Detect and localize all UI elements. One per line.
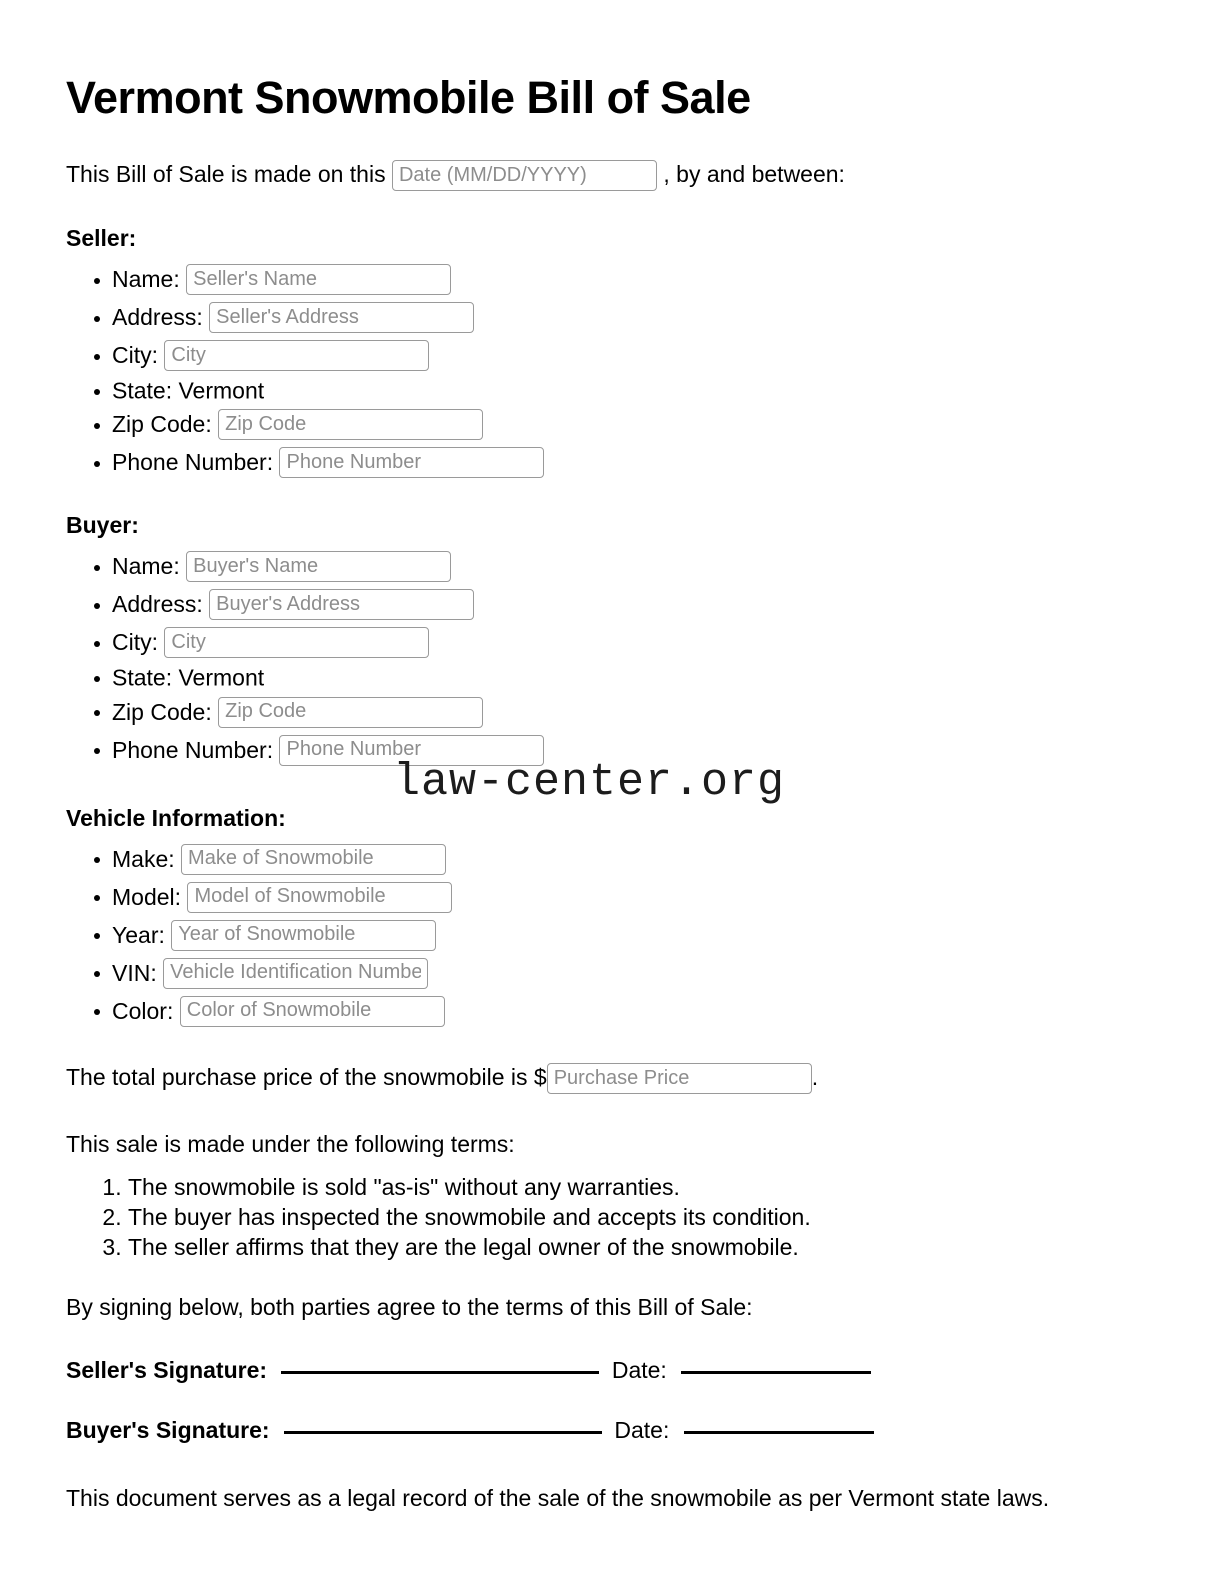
buyer-field-zip (112, 697, 1165, 728)
seller-date-line[interactable] (681, 1370, 871, 1374)
purchase-price-text-before: The total purchase price of the snowmobile is $ (66, 1063, 547, 1090)
buyer-date-line[interactable] (684, 1430, 874, 1434)
seller-field-city (112, 340, 1165, 371)
seller-phone-input[interactable] (279, 447, 544, 478)
buyer-field-city (112, 627, 1165, 658)
date-input[interactable] (392, 160, 657, 191)
buyer-field-state (112, 665, 1165, 689)
seller-name-input[interactable] (186, 264, 451, 295)
vehicle-vin-input[interactable] (163, 958, 428, 989)
vehicle-color-input[interactable] (180, 996, 445, 1027)
vehicle-model-input[interactable] (187, 882, 452, 913)
buyer-zip-input[interactable] (218, 697, 483, 728)
seller-field-name (112, 264, 1165, 295)
field-label: Make: (112, 845, 175, 872)
buyer-signature-line[interactable] (284, 1430, 602, 1434)
buyer-signature-row (66, 1417, 1165, 1444)
buyer-field-address (112, 589, 1165, 620)
seller-zip-input[interactable] (218, 409, 483, 440)
seller-signature-label: Seller's Signature: (66, 1356, 268, 1383)
intro-paragraph (66, 158, 1165, 191)
seller-signature-row (66, 1357, 1165, 1384)
buyer-state-value: State: Vermont (112, 664, 265, 691)
buyer-field-list (66, 551, 1165, 765)
vehicle-field-year (112, 920, 1165, 951)
seller-city-input[interactable] (164, 340, 429, 371)
vehicle-year-input[interactable] (171, 920, 436, 951)
seller-field-zip (112, 409, 1165, 440)
field-label: Zip Code: (112, 698, 212, 725)
purchase-price-paragraph (66, 1061, 1165, 1094)
closing-paragraph: This document serves as a legal record of the sale of the snowmobile as per Vermont state laws. (66, 1484, 1050, 1511)
terms-intro: This sale is made under the following terms: (66, 1131, 515, 1158)
field-label: Name: (112, 266, 180, 293)
buyer-field-phone (112, 735, 1165, 766)
vehicle-field-make (112, 844, 1165, 875)
seller-field-phone (112, 447, 1165, 478)
terms-list-item: 2. The buyer has inspected the snowmobile and accepts its condition. (128, 1203, 1165, 1231)
buyer-phone-input[interactable] (279, 735, 544, 766)
field-label: City: (112, 629, 158, 656)
seller-field-state (112, 378, 1165, 402)
buyer-heading: Buyer: (66, 512, 139, 539)
buyer-date-label: Date: (614, 1416, 670, 1443)
buyer-city-input[interactable] (164, 627, 429, 658)
watermark-law-center: law-center.org (393, 757, 786, 808)
seller-signature-line[interactable] (281, 1370, 599, 1374)
buyer-field-name (112, 551, 1165, 582)
vehicle-field-color (112, 996, 1165, 1027)
field-label: Name: (112, 553, 180, 580)
field-label: Address: (112, 304, 203, 331)
seller-field-address (112, 302, 1165, 333)
vehicle-field-vin (112, 958, 1165, 989)
terms-list-item: 3. The seller affirms that they are the legal owner of the snowmobile. (128, 1233, 1165, 1261)
field-label: Model: (112, 883, 182, 910)
signature-intro: By signing below, both parties agree to the terms of this Bill of Sale: (66, 1293, 753, 1320)
terms-list (66, 1173, 1165, 1261)
buyer-name-input[interactable] (186, 551, 451, 582)
intro-text-before: This Bill of Sale is made on this (66, 160, 386, 187)
field-label: Address: (112, 591, 203, 618)
purchase-price-text-after: . (811, 1063, 819, 1090)
seller-date-label: Date: (611, 1356, 667, 1383)
field-label: Color: (112, 997, 174, 1024)
field-label: Phone Number: (112, 736, 274, 763)
page-title: Vermont Snowmobile Bill of Sale (66, 72, 751, 123)
field-label: Zip Code: (112, 411, 212, 438)
buyer-address-input[interactable] (209, 589, 474, 620)
seller-field-list (66, 264, 1165, 478)
field-label: City: (112, 342, 158, 369)
terms-list-item: 1. The snowmobile is sold "as-is" without any warranties. (128, 1173, 1165, 1201)
field-label: Phone Number: (112, 449, 274, 476)
seller-state-value: State: Vermont (112, 377, 265, 404)
vehicle-field-model (112, 882, 1165, 913)
vehicle-information-heading: Vehicle Information: (66, 804, 286, 831)
intro-text-after: , by and between: (663, 160, 845, 187)
seller-address-input[interactable] (209, 302, 474, 333)
vehicle-field-list (66, 844, 1165, 1027)
field-label: Year: (112, 921, 165, 948)
seller-heading: Seller: (66, 225, 137, 252)
vehicle-make-input[interactable] (181, 844, 446, 875)
purchase-price-input[interactable] (547, 1063, 812, 1094)
buyer-signature-label: Buyer's Signature: (66, 1416, 270, 1443)
field-label: VIN: (112, 959, 157, 986)
